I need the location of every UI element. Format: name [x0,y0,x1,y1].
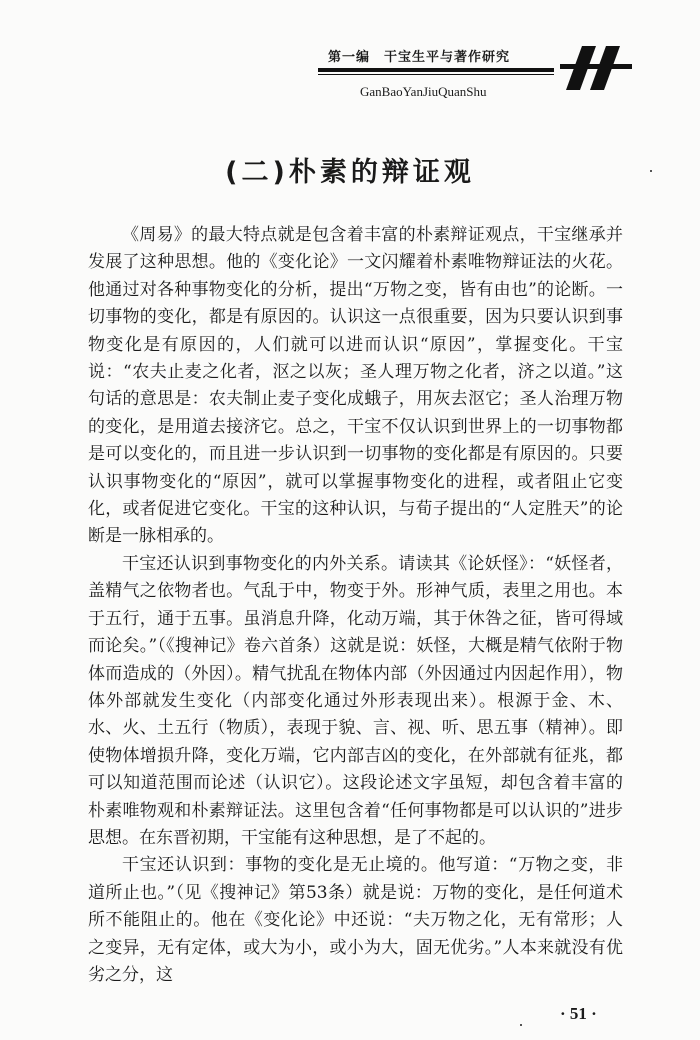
page-number: · 51 · [560,1004,597,1023]
header-rule [318,68,554,72]
scan-speck [520,1024,522,1026]
double-slash-icon [560,44,632,92]
header-rule-thin [318,74,554,75]
scan-speck [650,170,652,172]
paragraph-2: 干宝还认识到事物变化的内外关系。请读其《论妖怪》：“妖怪者，盖精气之依物者也。气乱于中，物变于外。形神气质，表里之用也。本于五行，通于五事。虽消息升降，化动万端，其于休咎之征，皆可得域而论矣。”（《搜神记》卷六首条）这就是说：妖怪，大概是精气依附于物体而造成的（外因）。精气扰乱在物体内部（外因通过内因起作用），物体外部就发生变化（内部变化通过外形表现出来）。根源于金、木、水、火、土五行（物质），表现于貌、言、视、听、思五事（精神）。即使物体增损升降，变化万端，它内部吉凶的变化，在外部就有征兆，都可以知道范围而论述（认识它）。这段论述文字虽短，却包含着丰富的朴素唯物观和朴素辩证法。这里包含着“任何事物都是可以认识的”进步思想。在东晋初期，干宝能有这种思想，是了不起的。 [88,553,623,848]
paragraph-3: 干宝还认识到：事物的变化是无止境的。他写道：“万物之变，非道所止也。”（见《搜神记》第53条）就是说：万物的变化，是任何道术所不能阻止的。他在《变化论》中还说：“夫万物之化，无有常形；人之变异，无有定体，或大为小，或小为大，固无优劣。”人本来就没有优劣之分，这 [88,855,623,985]
body-text [88,222,623,989]
running-header-title: 第一编 干宝生平与著作研究 [328,50,511,65]
running-header-subtitle: GanBaoYanJiuQuanShu [360,84,487,99]
chapter-title: (二)朴素的辩证观 [225,157,475,188]
paragraph-1: 《周易》的最大特点就是包含着丰富的朴素辩证观点，干宝继承并发展了这种思想。他的《变化论》一文闪耀着朴素唯物辩证法的火花。他通过对各种事物变化的分析，提出“万物之变，皆有由也”的论断。一切事物的变化，都是有原因的。认识这一点很重要，因为只要认识到事物变化是有原因的，人们就可以进而认识“原因”，掌握变化。干宝说：“农夫止麦之化者，沤之以灰；圣人理万物之化者，济之以道。”这句话的意思是：农夫制止麦子变化成蛾子，用灰去沤它；圣人治理万物的变化，是用道去接济它。总之，干宝不仅认识到世界上的一切事物都是可以变化的，而且进一步认识到一切事物的变化都是有原因的。只要认识事物变化的“原因”，就可以掌握事物变化的进程，或者阻止它变化，或者促进它变化。干宝的这种认识，与荀子提出的“人定胜天”的论断是一脉相承的。 [88,225,623,547]
